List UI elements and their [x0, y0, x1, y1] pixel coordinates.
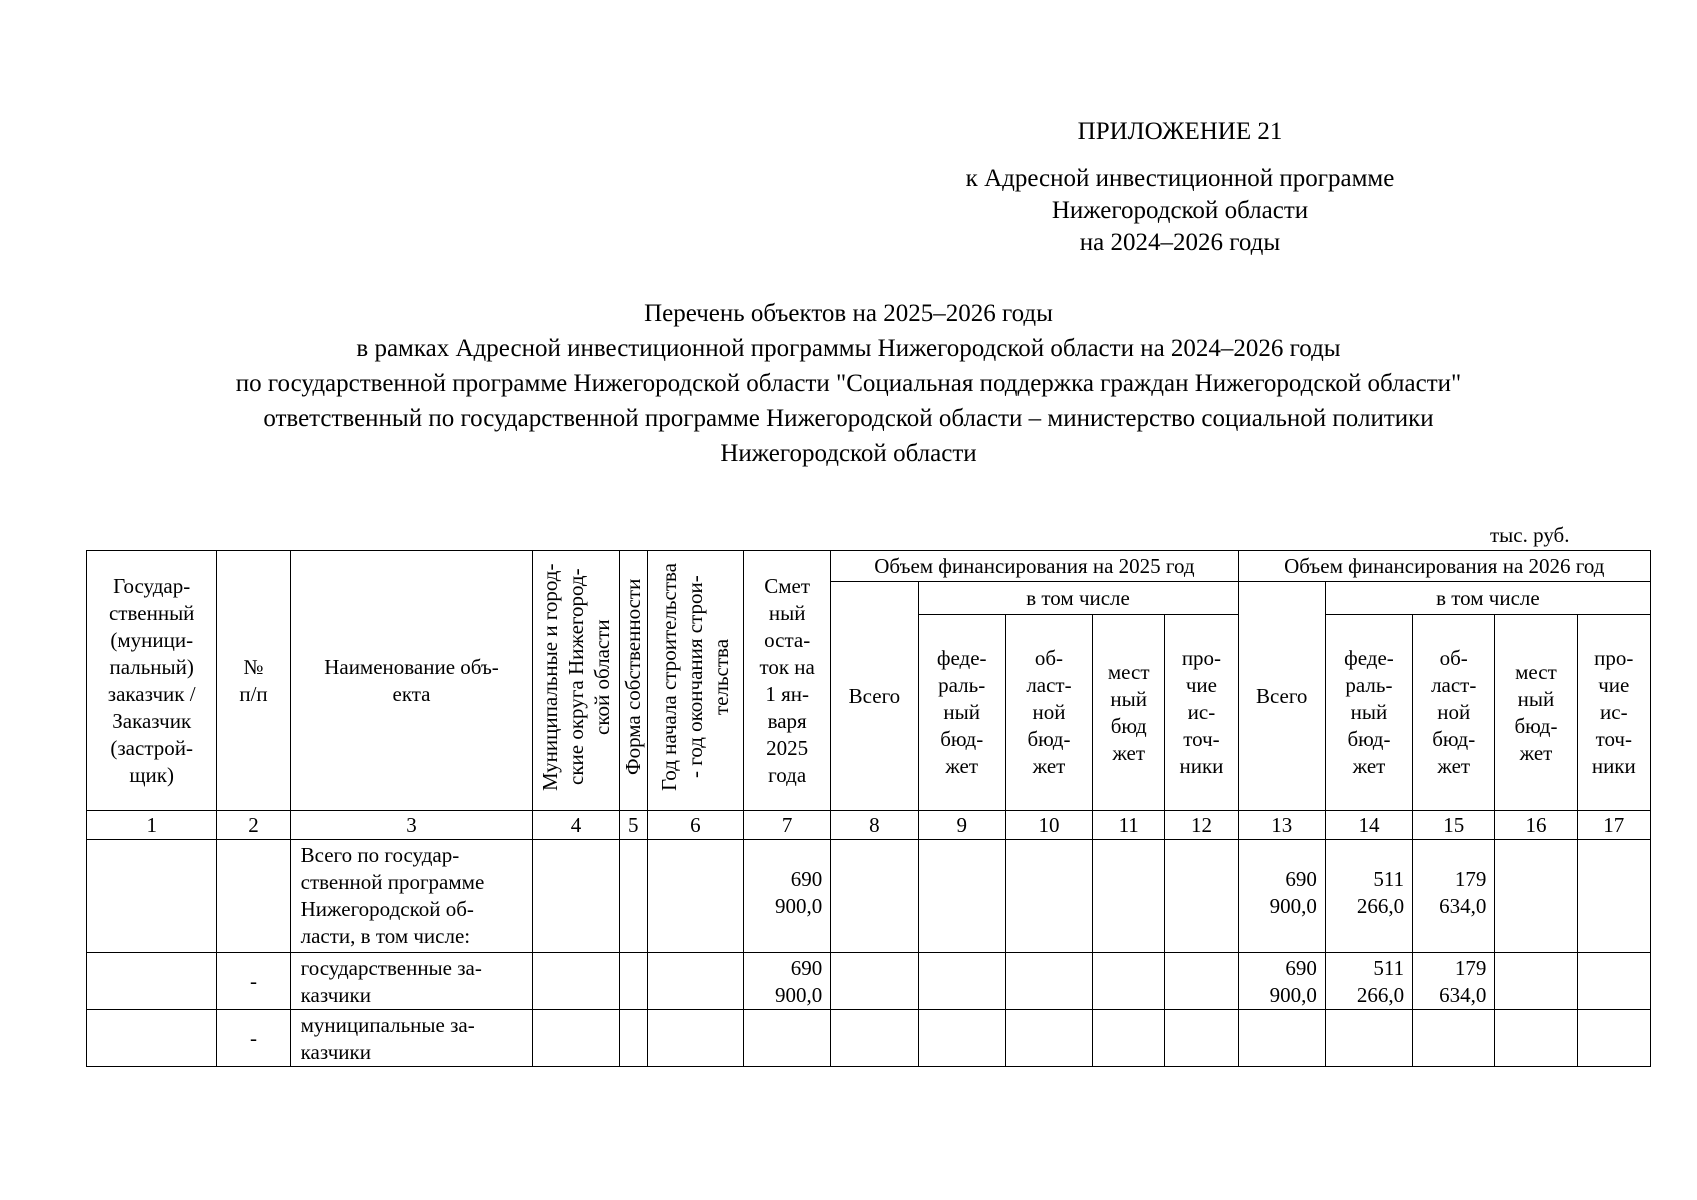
cell-local-2026 [1495, 953, 1577, 1010]
cell-municipal [533, 953, 619, 1010]
header-local-2025: мест ный бюд жет [1093, 615, 1165, 811]
heading-line: ответственный по государственной программе Нижегородской области – министерство социальной политики [263, 405, 1434, 432]
cell-object-name: Всего по государ- ственной программе Нижегородской об- ласти, в том числе: [290, 840, 533, 953]
cell-local-2025 [1093, 953, 1165, 1010]
cell-regional-2026 [1413, 1010, 1495, 1067]
cell-total-2026 [1238, 1010, 1325, 1067]
cell-years [647, 953, 743, 1010]
header-customer: Государ- ственный (муници- пальный) заказчик / Заказчик (застрой- щик) [87, 551, 217, 811]
header-num: № п/п [217, 551, 290, 811]
table-row [87, 1010, 1651, 1067]
header-name: Наименование объ- екта [290, 551, 533, 811]
cell-local-2025 [1093, 840, 1165, 953]
cell-total-2026: 690 900,0 [1238, 953, 1325, 1010]
heading-line: в рамках Адресной инвестиционной программы Нижегородской области на 2024–2026 годы [356, 335, 1341, 362]
unit-label: тыс. руб. [1490, 523, 1570, 547]
column-number: 15 [1413, 811, 1495, 840]
cell-municipal [533, 840, 619, 953]
header-row [87, 551, 1651, 582]
column-number: 11 [1093, 811, 1165, 840]
cell-num: - [217, 1010, 290, 1067]
cell-federal-2026: 511 266,0 [1325, 840, 1412, 953]
column-number: 6 [647, 811, 743, 840]
cell-object-name: муниципальные за- казчики [290, 1010, 533, 1067]
cell-regional-2026: 179 634,0 [1413, 840, 1495, 953]
column-number: 14 [1325, 811, 1412, 840]
header-federal-2026: феде- раль- ный бюд- жет [1325, 615, 1412, 811]
cell-num [217, 840, 290, 953]
column-number: 17 [1577, 811, 1650, 840]
cell-municipal [533, 1010, 619, 1067]
cell-other-2025 [1165, 953, 1238, 1010]
appendix-line: Нижегородской области [1051, 197, 1309, 224]
table-row [87, 953, 1651, 1010]
header-regional-2025: об- ласт- ной бюд- жет [1005, 615, 1092, 811]
column-number-row [87, 811, 1651, 840]
document-heading [0, 296, 1697, 471]
header-years: Год начала строительства - год окончания строи- тельства [647, 551, 743, 811]
heading-line: Нижегородской области [720, 440, 977, 467]
column-number: 2 [217, 811, 290, 840]
column-number: 7 [744, 811, 831, 840]
cell-other-2026 [1577, 953, 1650, 1010]
cell-ownership [619, 1010, 647, 1067]
column-number: 13 [1238, 811, 1325, 840]
header-other-2025: про- чие ис- точ- ники [1165, 615, 1238, 811]
column-number: 4 [533, 811, 619, 840]
cell-ownership [619, 953, 647, 1010]
cell-regional-2026: 179 634,0 [1413, 953, 1495, 1010]
header-municipal: Муниципальные и город- ские округа Нижегород- ской области [533, 551, 619, 811]
cell-federal-2025 [918, 953, 1005, 1010]
column-number: 1 [87, 811, 217, 840]
cell-estimate [744, 1010, 831, 1067]
cell-estimate: 690 900,0 [744, 953, 831, 1010]
cell-years [647, 840, 743, 953]
table-row [87, 840, 1651, 953]
objects-table [86, 550, 1651, 1067]
cell-regional-2025 [1005, 953, 1092, 1010]
column-number: 16 [1495, 811, 1577, 840]
cell-total-2025 [831, 1010, 918, 1067]
cell-federal-2026 [1325, 1010, 1412, 1067]
cell-customer [87, 953, 217, 1010]
cell-federal-2026: 511 266,0 [1325, 953, 1412, 1010]
cell-federal-2025 [918, 1010, 1005, 1067]
column-number: 8 [831, 811, 918, 840]
header-ownership: Форма собственности [619, 551, 647, 811]
cell-total-2025 [831, 953, 918, 1010]
cell-other-2026 [1577, 840, 1650, 953]
cell-local-2026 [1495, 1010, 1577, 1067]
cell-customer [87, 1010, 217, 1067]
appendix-title: ПРИЛОЖЕНИЕ 21 [1077, 118, 1283, 145]
header-other-2026: про- чие ис- точ- ники [1577, 615, 1650, 811]
cell-estimate: 690 900,0 [744, 840, 831, 953]
column-number: 3 [290, 811, 533, 840]
cell-customer [87, 840, 217, 953]
appendix-line: на 2024–2026 годы [1079, 229, 1281, 256]
cell-federal-2025 [918, 840, 1005, 953]
cell-other-2025 [1165, 1010, 1238, 1067]
column-number: 9 [918, 811, 1005, 840]
appendix-line: к Адресной инвестиционной программе [965, 165, 1395, 192]
header-fin-2025: Объем финансирования на 2025 год [831, 551, 1238, 582]
header-total-2026: Всего [1238, 582, 1325, 811]
header-federal-2025: феде- раль- ный бюд- жет [918, 615, 1005, 811]
cell-other-2025 [1165, 840, 1238, 953]
header-including-2025: в том числе [918, 582, 1238, 615]
header-fin-2026: Объем финансирования на 2026 год [1238, 551, 1650, 582]
header-including-2026: в том числе [1325, 582, 1650, 615]
cell-total-2026: 690 900,0 [1238, 840, 1325, 953]
header-estimate: Смет ный оста- ток на 1 ян- варя 2025 года [744, 551, 831, 811]
cell-local-2026 [1495, 840, 1577, 953]
cell-regional-2025 [1005, 840, 1092, 953]
cell-other-2026 [1577, 1010, 1650, 1067]
cell-total-2025 [831, 840, 918, 953]
header-total-2025: Всего [831, 582, 918, 811]
column-number: 5 [619, 811, 647, 840]
header-regional-2026: об- ласт- ной бюд- жет [1413, 615, 1495, 811]
cell-object-name: государственные за- казчики [290, 953, 533, 1010]
cell-years [647, 1010, 743, 1067]
heading-line: Перечень объектов на 2025–2026 годы [644, 300, 1053, 327]
cell-num: - [217, 953, 290, 1010]
column-number: 12 [1165, 811, 1238, 840]
heading-line: по государственной программе Нижегородской области "Социальная поддержка граждан Нижегородской области" [235, 370, 1462, 397]
cell-ownership [619, 840, 647, 953]
cell-local-2025 [1093, 1010, 1165, 1067]
column-number: 10 [1005, 811, 1092, 840]
header-local-2026: мест ный бюд- жет [1495, 615, 1577, 811]
cell-regional-2025 [1005, 1010, 1092, 1067]
